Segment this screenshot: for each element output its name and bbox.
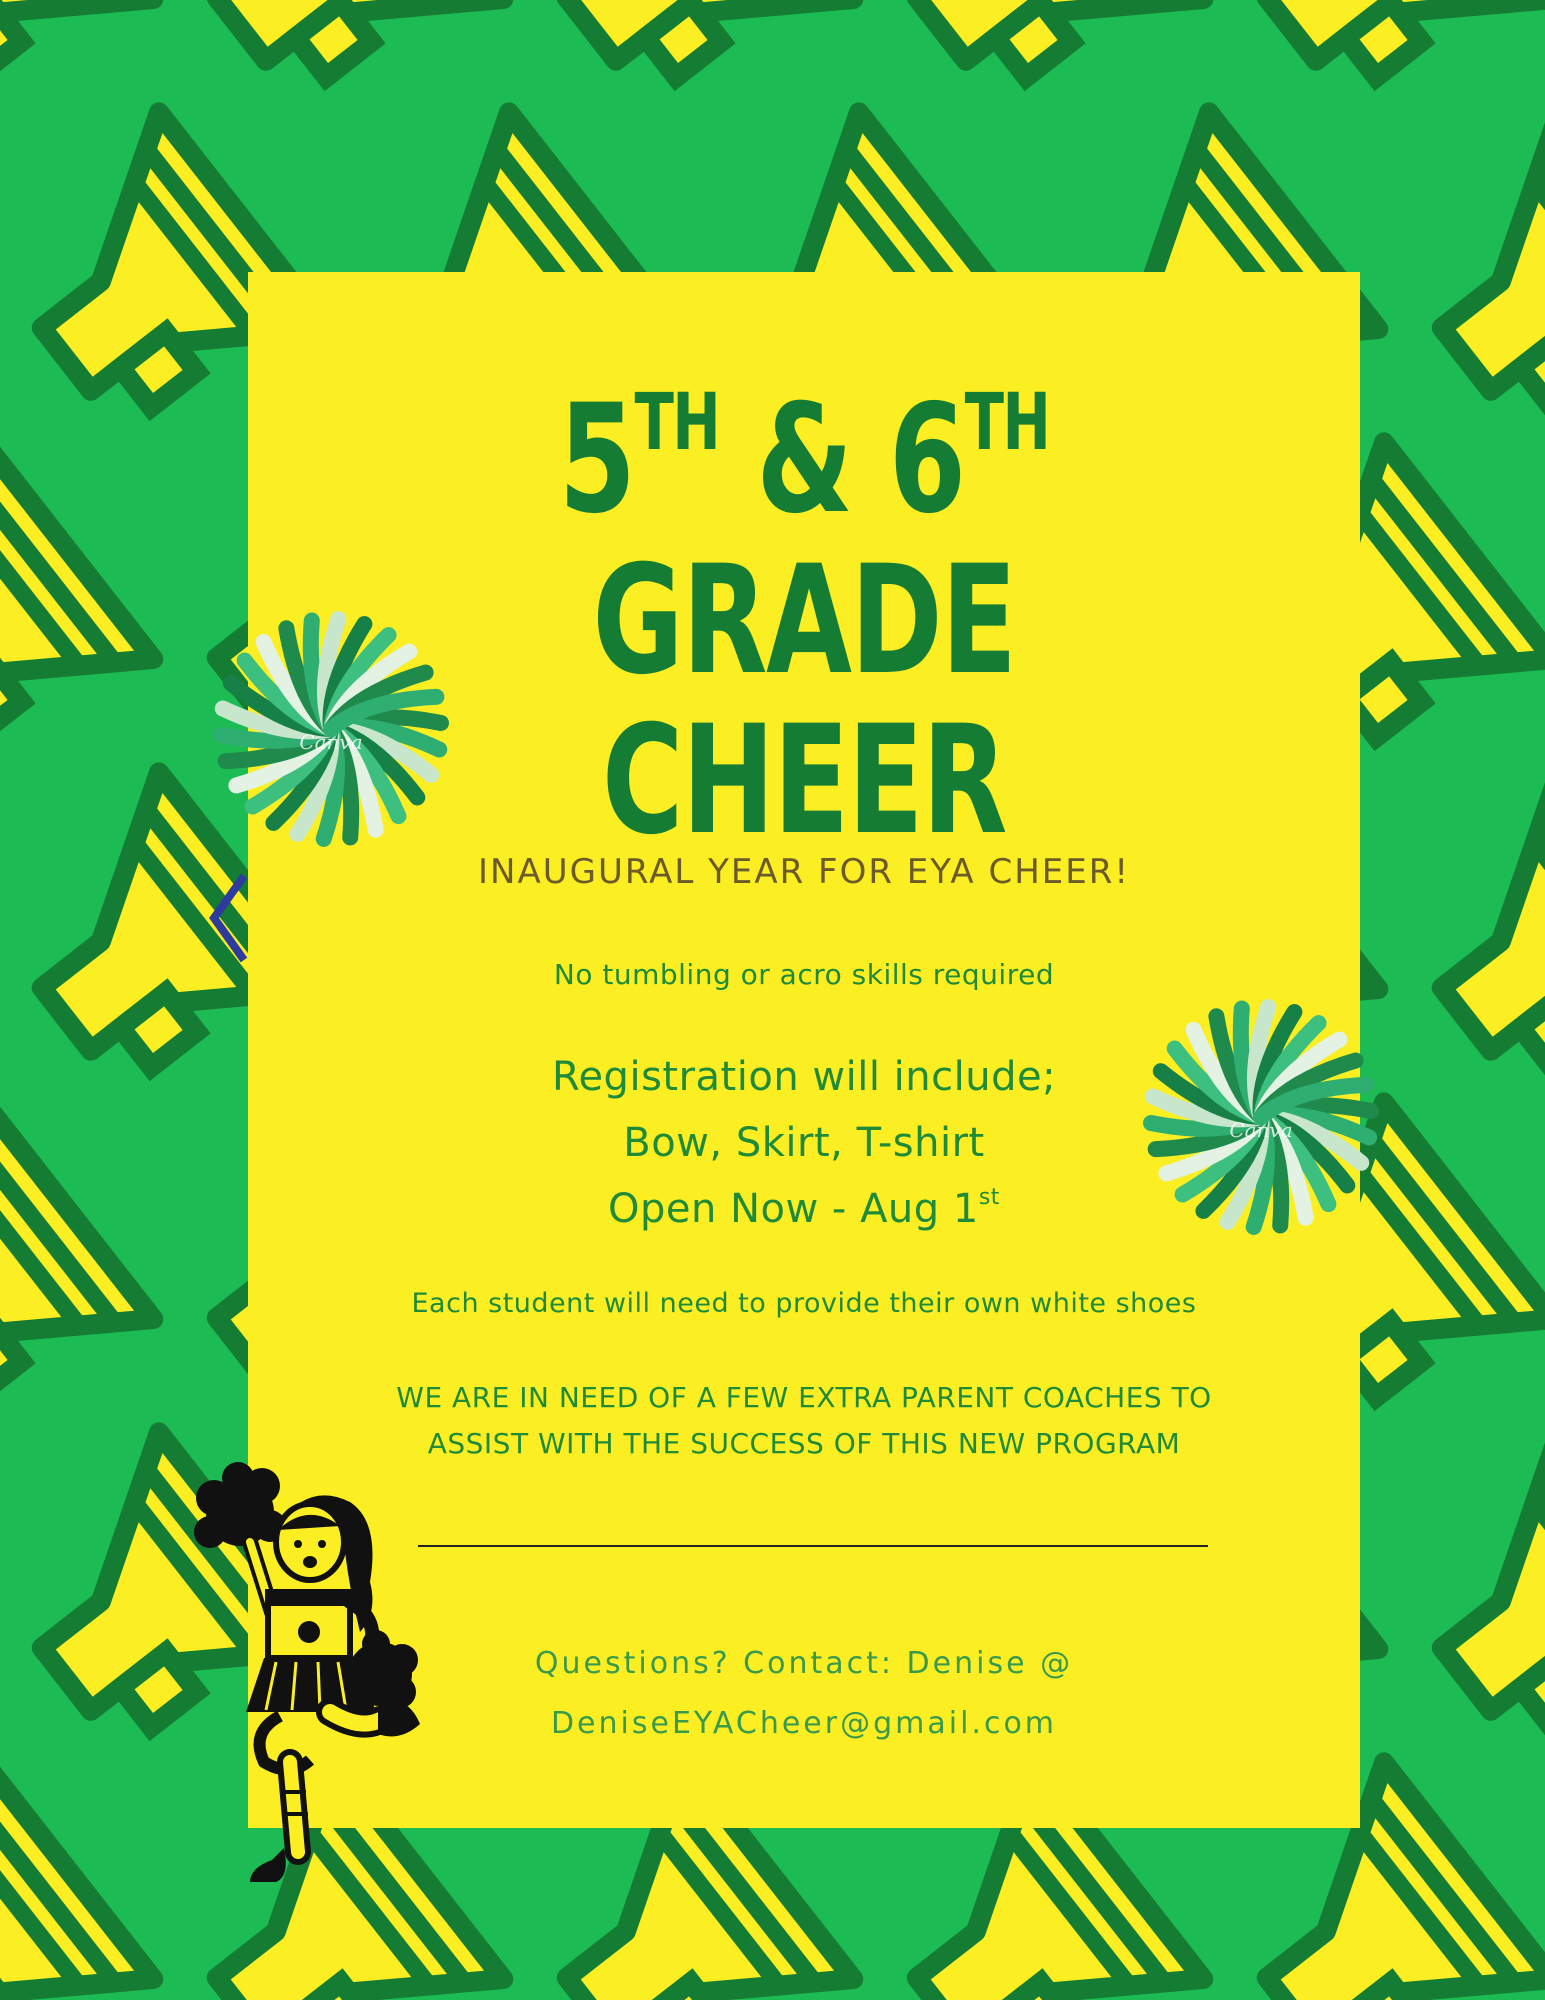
- coaches-line-2: ASSIST WITH THE SUCCESS OF THIS NEW PROGRAM: [427, 1427, 1181, 1460]
- blue-chevron-fragment: [208, 872, 248, 964]
- title-line-2: CHEER: [601, 694, 1007, 868]
- tumbling-note: No tumbling or acro skills required: [553, 958, 1055, 991]
- contact-email: DeniseEYACheer@gmail.com: [550, 1706, 1058, 1741]
- megaphone-icon: [0, 1762, 153, 2000]
- registration-block: [248, 1044, 1360, 1242]
- megaphone-icon: [1207, 0, 1545, 138]
- pompom-icon: [206, 604, 456, 854]
- registration-line-3: Open Now - Aug 1st: [608, 1185, 1000, 1232]
- cheerleader-figure: [180, 1462, 470, 1892]
- megaphone-icon: [507, 0, 854, 138]
- shoes-note: Each student will need to provide their own white shoes: [411, 1288, 1197, 1319]
- page-title: [393, 373, 1216, 868]
- registration-line-2: Bow, Skirt, T-shirt: [623, 1120, 985, 1166]
- coaches-note: [248, 1375, 1360, 1467]
- title-line-1: 5TH & 6TH GRADE: [558, 373, 1050, 708]
- divider-line: [418, 1545, 1208, 1547]
- megaphone-icon: [157, 0, 504, 138]
- megaphone-icon: [1382, 112, 1545, 467]
- svg-text:Canva: Canva: [299, 730, 363, 754]
- megaphone-icon: [857, 0, 1204, 138]
- subtitle: INAUGURAL YEAR FOR EYA CHEER!: [478, 852, 1130, 892]
- megaphone-icon: [0, 1102, 153, 1457]
- coaches-line-1: WE ARE IN NEED OF A FEW EXTRA PARENT COACHES TO: [396, 1381, 1212, 1414]
- contact-line-1: Questions? Contact: Denise @: [534, 1646, 1074, 1681]
- svg-text:Canva: Canva: [1229, 1118, 1293, 1142]
- registration-line-1: Registration will include;: [551, 1054, 1057, 1100]
- megaphone-icon: [0, 0, 153, 138]
- megaphone-icon: [1382, 772, 1545, 1127]
- megaphone-icon: [0, 442, 153, 797]
- megaphone-icon: [1382, 1432, 1545, 1787]
